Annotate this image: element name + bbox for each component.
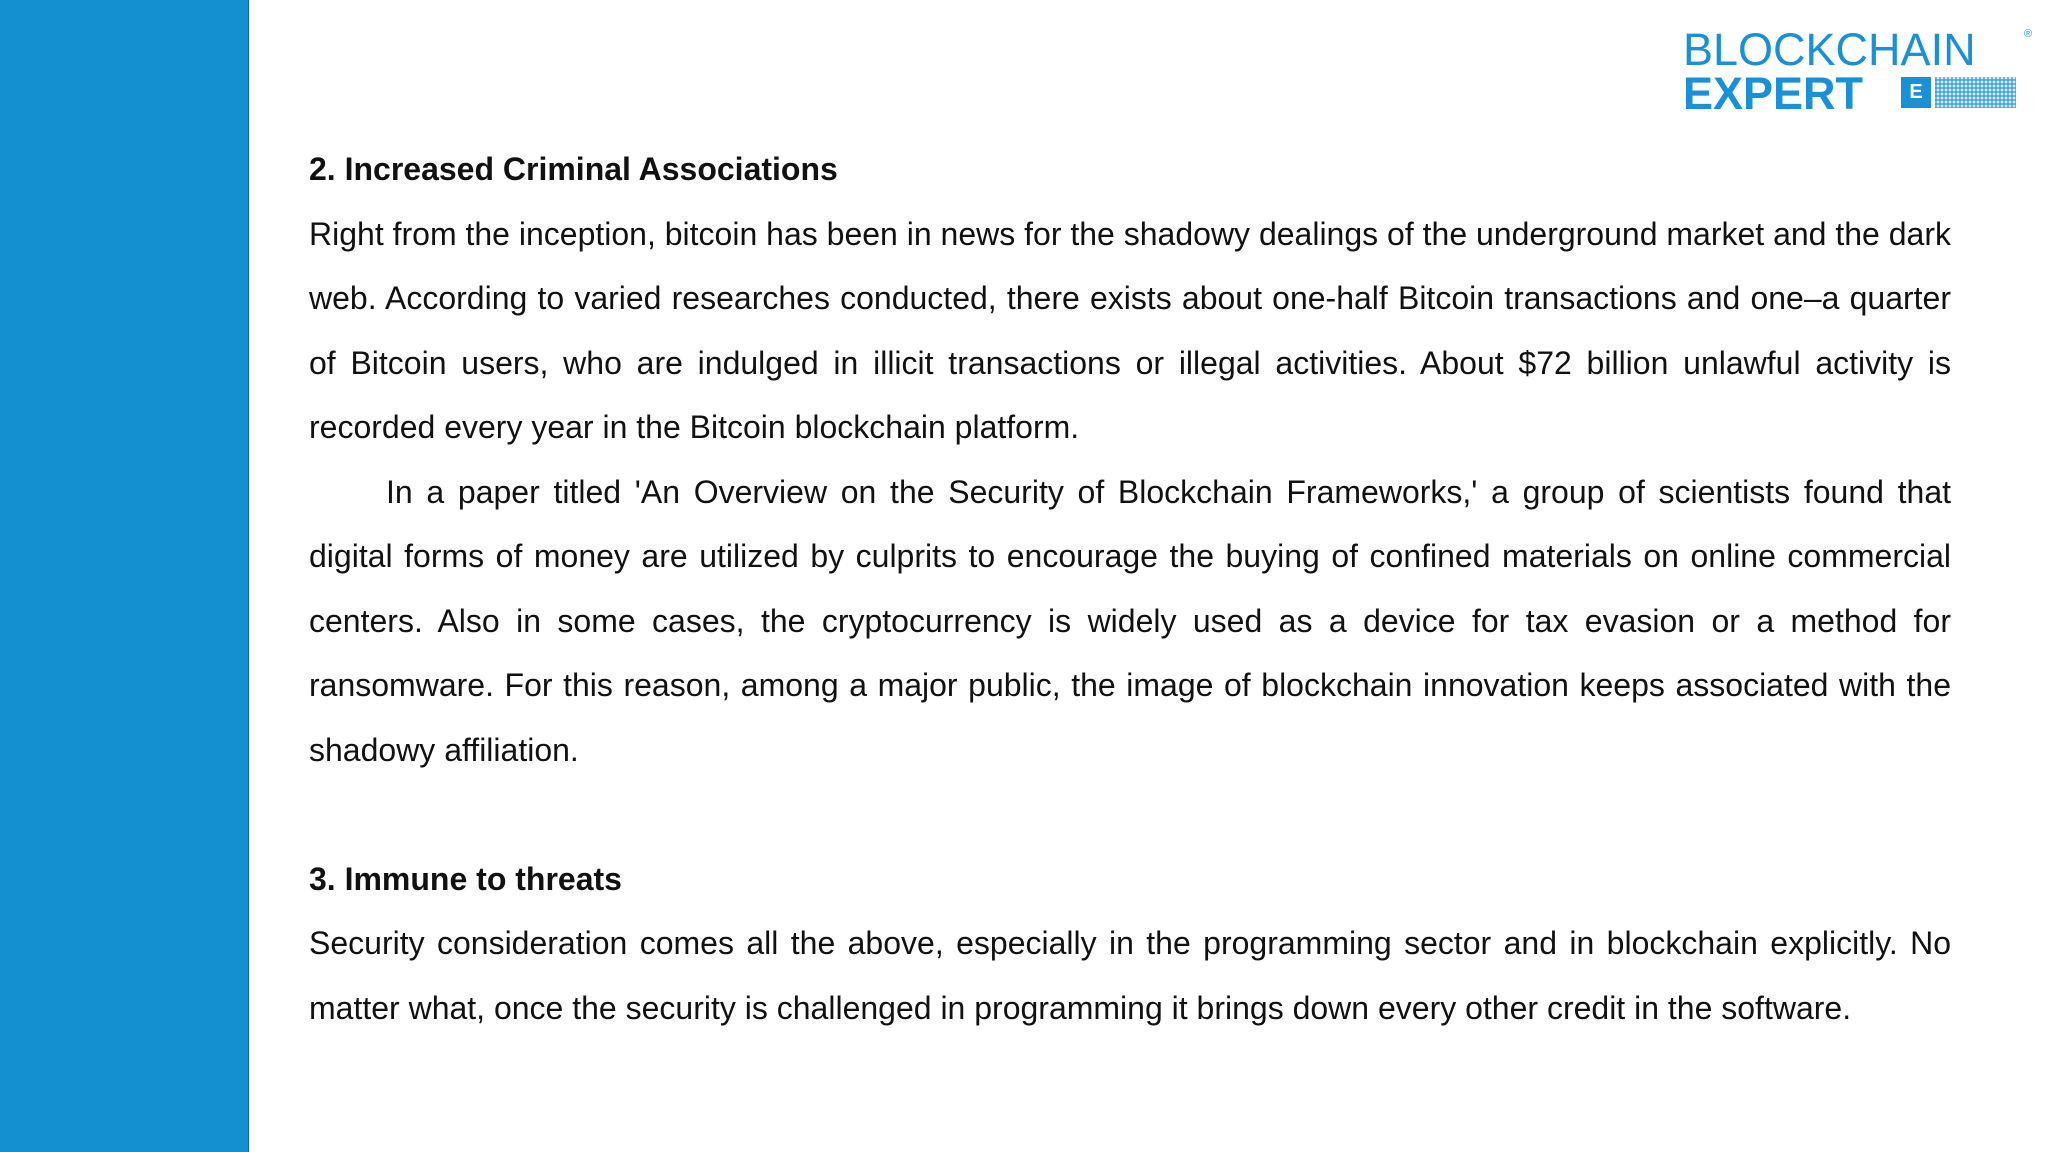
blockchain-expert-logo: [1683, 24, 2033, 119]
slide-content: [309, 137, 1951, 1040]
criminal-paragraph-1: Right from the inception, bitcoin has been in news for the shadowy dealings of the underground market and the dark web. According to varied researches conducted, there exists about one-half Bitcoin transactions and one–a quarter of Bitcoin users, who are indulged in illicit transactions or illegal activities. About $72 billion unlawful activity is recorded every year in the Bitcoin blockchain platform.: [309, 215, 1951, 445]
logo-e-badge: E: [1901, 77, 1931, 108]
section-spacer: [309, 782, 1951, 847]
logo-wordmark-blockchain: BLOCKCHAIN: [1683, 24, 1976, 75]
section-heading-criminal: 2. Increased Criminal Associations: [309, 151, 838, 187]
left-accent-bar: [0, 0, 249, 1152]
logo-registered-mark: ®: [2024, 28, 2033, 40]
section-heading-threats: 3. Immune to threats: [309, 860, 622, 897]
logo-pattern-icon: [1935, 77, 2016, 108]
threats-paragraph-1: Security consideration comes all the above, especially in the programming sector and in blockchain explicitly. No matter what, once the security is challenged in programming it brings down every other credit in the software.: [309, 925, 1951, 1026]
logo-wordmark-expert: EXPERT: [1683, 68, 1864, 119]
criminal-paragraph-2: In a paper titled 'An Overview on the Security of Blockchain Frameworks,' a group of scientists found that digital forms of money are utilized by culprits to encourage the buying of confined materials on online commercial centers. Also in some cases, the cryptocurrency is widely used as a device for tax evasion or a method for ransomware. For this reason, among a major public, the image of blockchain innovation keeps associated with the shadowy affiliation.: [309, 473, 1951, 768]
